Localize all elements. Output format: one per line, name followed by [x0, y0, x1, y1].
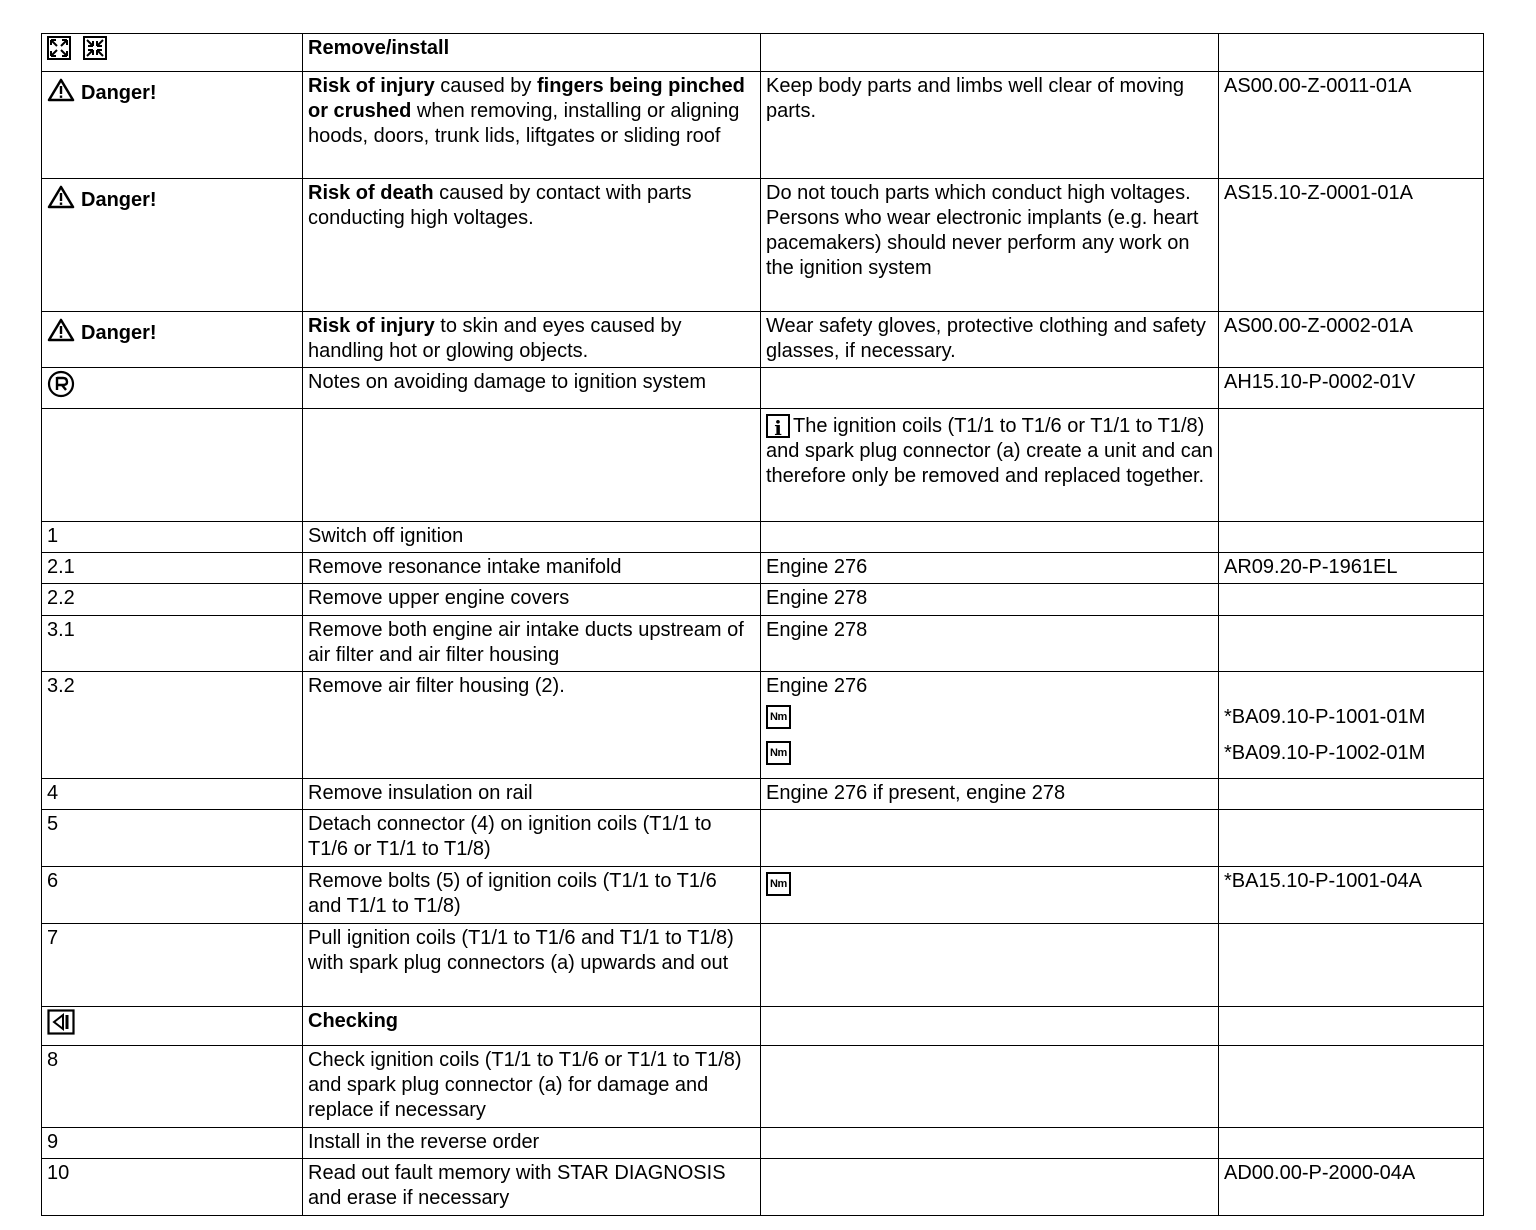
step-row: [42, 522, 1484, 553]
step-note: Engine 278: [761, 584, 1219, 616]
measure-text: Wear safety gloves, protective clothing and safety glasses, if necessary.: [761, 312, 1219, 368]
step-text: Remove resonance intake manifold: [303, 553, 761, 584]
step-text: Remove insulation on rail: [303, 779, 761, 810]
reference-link[interactable]: [1219, 616, 1484, 672]
safety-row: [42, 179, 1484, 312]
info-text: The ignition coils (T1/1 to T1/6 or T1/1 to T1/8) and spark plug connector (a) create a unit and can therefore only be removed and replaced together.: [766, 415, 1213, 487]
step-row: [42, 1128, 1484, 1159]
reference-link[interactable]: [1219, 924, 1484, 1007]
reference-link[interactable]: AS00.00-Z-0002-01A: [1219, 312, 1484, 368]
step-text: Install in the reverse order: [303, 1128, 761, 1159]
reference-link[interactable]: AS15.10-Z-0001-01A: [1219, 179, 1484, 312]
notes-row: [42, 368, 1484, 409]
measure-text: Do not touch parts which conduct high voltages. Persons who wear electronic implants (e.g. heart pacemakers) should never perform any work on the ignition system: [761, 179, 1219, 312]
reference-link[interactable]: [1219, 1128, 1484, 1159]
notes-text: Notes on avoiding damage to ignition system: [303, 368, 761, 409]
step-number: 7: [42, 924, 303, 1007]
step-text: Read out fault memory with STAR DIAGNOSIS and erase if necessary: [303, 1159, 761, 1216]
step-number: 8: [42, 1046, 303, 1128]
step-row: [42, 584, 1484, 616]
step-text: Remove upper engine covers: [303, 584, 761, 616]
section-title: Remove/install: [303, 34, 761, 72]
reference-link[interactable]: *BA09.10-P-1002-01M: [1224, 742, 1426, 764]
warning-triangle-icon: [47, 78, 75, 109]
header-row: [42, 34, 1484, 72]
step-number: 3.2: [42, 672, 303, 779]
step-note: [761, 924, 1219, 1007]
reference-link[interactable]: AH15.10-P-0002-01V: [1219, 368, 1484, 409]
procedure-table: [41, 33, 1484, 1216]
step-number: 9: [42, 1128, 303, 1159]
checking-title: Checking: [303, 1007, 761, 1046]
step-note: [761, 810, 1219, 867]
step-text: Switch off ignition: [303, 522, 761, 553]
warning-triangle-icon: [47, 318, 75, 349]
reference-link[interactable]: *BA15.10-P-1001-04A: [1219, 867, 1484, 924]
step-number: 2.2: [42, 584, 303, 616]
step-note: Engine 276: [761, 553, 1219, 584]
step-row: [42, 1046, 1484, 1128]
danger-label: Danger!: [81, 82, 157, 104]
step-note: Engine 276 if present, engine 278: [761, 779, 1219, 810]
step-row: [42, 924, 1484, 1007]
reference-link[interactable]: [1219, 522, 1484, 553]
hazard-text: Risk of death caused by contact with parts conducting high voltages.: [303, 179, 761, 312]
step-text: Pull ignition coils (T1/1 to T1/6 and T1/1 to T1/8) with spark plug connectors (a) upwards and out: [303, 924, 761, 1007]
checking-icon: [47, 1009, 75, 1042]
safety-row: [42, 72, 1484, 179]
step-text: Remove air filter housing (2).: [303, 672, 761, 779]
note-hand-icon: [47, 370, 75, 405]
reference-link[interactable]: AR09.20-P-1961EL: [1219, 553, 1484, 584]
warning-triangle-icon: [47, 185, 75, 216]
torque-icon[interactable]: Nm: [766, 741, 791, 765]
step-number: 4: [42, 779, 303, 810]
measure-text: Keep body parts and limbs well clear of moving parts.: [761, 72, 1219, 179]
info-icon: i: [766, 414, 790, 438]
torque-icon[interactable]: Nm: [766, 705, 791, 729]
step-row: [42, 810, 1484, 867]
step-row: [42, 616, 1484, 672]
expand-icon[interactable]: [47, 36, 71, 67]
reference-link[interactable]: [1219, 779, 1484, 810]
step-note: Engine 276: [766, 675, 868, 697]
safety-row: [42, 312, 1484, 368]
reference-link[interactable]: [1219, 584, 1484, 616]
torque-icon[interactable]: Nm: [766, 872, 791, 896]
step-number: 3.1: [42, 616, 303, 672]
step-text: Remove both engine air intake ducts upstream of air filter and air filter housing: [303, 616, 761, 672]
step-row: [42, 1159, 1484, 1216]
reference-link[interactable]: *BA09.10-P-1001-01M: [1224, 706, 1426, 728]
checking-row: [42, 1007, 1484, 1046]
danger-label: Danger!: [81, 322, 157, 344]
collapse-icon[interactable]: [83, 36, 107, 67]
step-row: [42, 779, 1484, 810]
reference-link[interactable]: AD00.00-P-2000-04A: [1219, 1159, 1484, 1216]
step-text: Check ignition coils (T1/1 to T1/6 or T1/1 to T1/8) and spark plug connector (a) for damage and replace if necessary: [303, 1046, 761, 1128]
step-number: 2.1: [42, 553, 303, 584]
step-number: 1: [42, 522, 303, 553]
hazard-text: Risk of injury caused by fingers being pinched or crushed when removing, installing or aligning hoods, doors, trunk lids, liftgates or sliding roof: [303, 72, 761, 179]
step-row: [42, 672, 1484, 779]
step-row: [42, 867, 1484, 924]
step-note: [761, 522, 1219, 553]
danger-label: Danger!: [81, 189, 157, 211]
step-text: Detach connector (4) on ignition coils (T1/1 to T1/6 or T1/1 to T1/8): [303, 810, 761, 867]
reference-link[interactable]: [1219, 810, 1484, 867]
step-number: 6: [42, 867, 303, 924]
reference-link[interactable]: AS00.00-Z-0011-01A: [1219, 72, 1484, 179]
hazard-text: Risk of injury to skin and eyes caused by handling hot or glowing objects.: [303, 312, 761, 368]
info-row: [42, 409, 1484, 522]
step-text: Remove bolts (5) of ignition coils (T1/1 to T1/6 and T1/1 to T1/8): [303, 867, 761, 924]
step-number: 5: [42, 810, 303, 867]
reference-link[interactable]: [1219, 1046, 1484, 1128]
step-number: 10: [42, 1159, 303, 1216]
step-note: Engine 278: [761, 616, 1219, 672]
step-row: [42, 553, 1484, 584]
